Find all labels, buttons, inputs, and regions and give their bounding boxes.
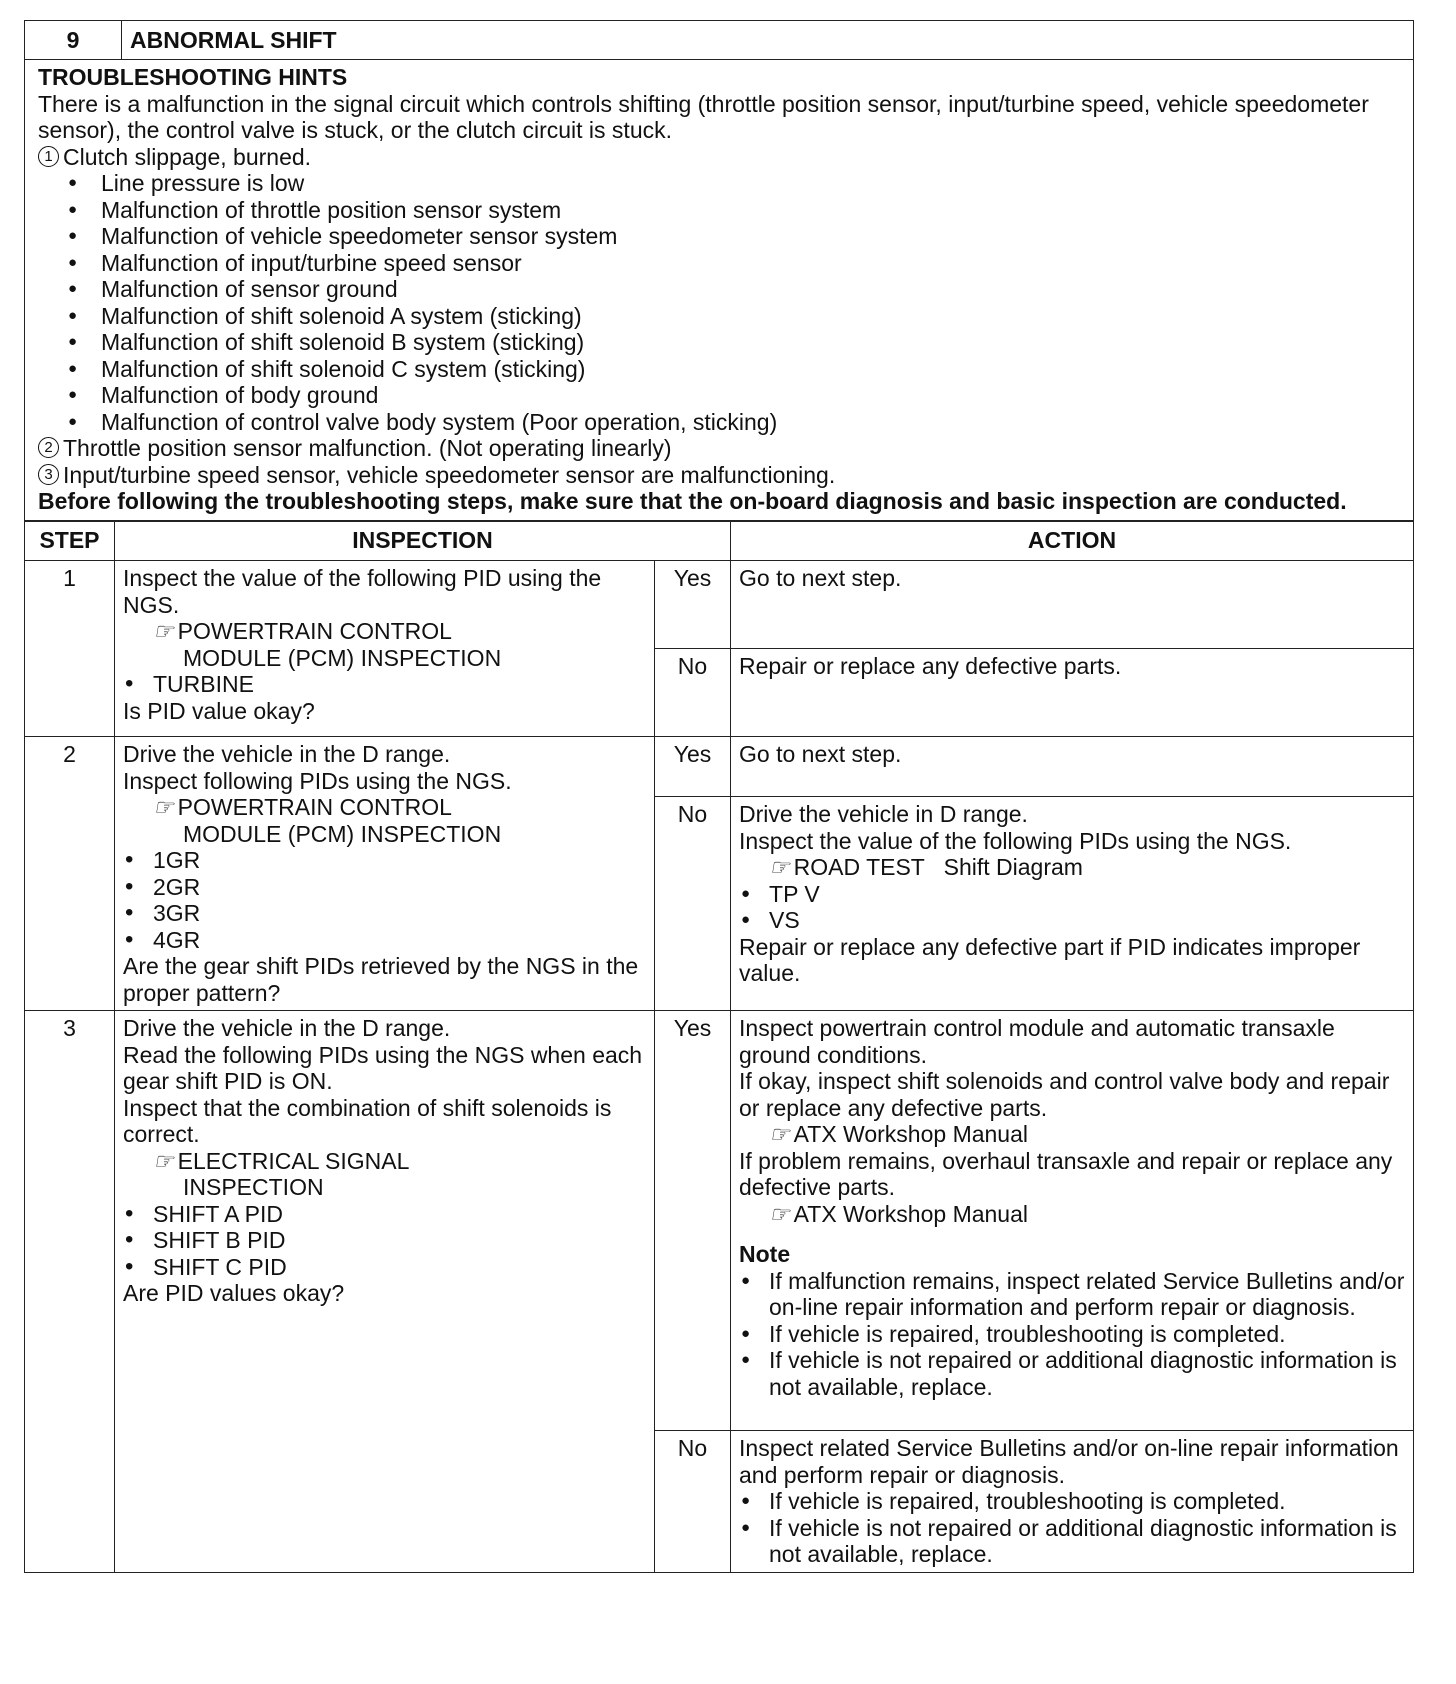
list-item: ● Line pressure is low: [68, 170, 1405, 197]
pid-list: [123, 671, 646, 698]
action-cell: [731, 1011, 1414, 1431]
pointer-icon: ☞: [153, 794, 174, 820]
table-header-row: [25, 521, 1414, 561]
yes-label: Yes: [655, 737, 731, 797]
action-cell: [731, 1431, 1414, 1573]
action-text: Drive the vehicle in D range.: [739, 801, 1028, 827]
hints-intro: There is a malfunction in the signal circuit which controls shifting (throttle position sensor, input/turbine speed, vehicle speedometer sensor), the control valve is stuck, or the clutch circuit is stuck.: [38, 90, 1369, 143]
document: [24, 20, 1414, 1573]
list-item: ● If vehicle is repaired, troubleshooting is completed.: [739, 1488, 1405, 1515]
action-bullet-list: [739, 1488, 1405, 1568]
inspection-cell: [115, 737, 655, 1011]
reference-text: ATX Workshop Manual: [793, 1200, 1028, 1227]
pointer-icon: ☞: [153, 618, 174, 644]
action-text: Inspect the value of the following PIDs using the NGS.: [739, 827, 1292, 854]
list-item: ● Malfunction of input/turbine speed sensor: [68, 250, 1405, 277]
reference-text: ROAD TEST Shift Diagram: [793, 854, 1083, 880]
list-item: • 4GR: [123, 927, 646, 954]
inspection-question: Are PID values okay?: [123, 1280, 345, 1306]
section-title: ABNORMAL SHIFT: [122, 21, 1414, 60]
action-text: Repair or replace any defective part if PID indicates improper value.: [739, 933, 1361, 986]
hint-item-text: Clutch slippage, burned.: [63, 143, 312, 170]
pid-list: [739, 881, 1405, 934]
list-item: ● If vehicle is not repaired or additional diagnostic information is not available, replace.: [739, 1347, 1405, 1400]
hints-title: TROUBLESHOOTING HINTS: [38, 64, 348, 90]
hint-bullet-list: [38, 170, 1405, 435]
inspection-text: Drive the vehicle in the D range.: [123, 1015, 451, 1041]
reference-link[interactable]: [739, 1201, 1405, 1228]
list-item: ● If vehicle is not repaired or additional diagnostic information is not available, replace.: [739, 1515, 1405, 1568]
action-text: Inspect powertrain control module and automatic transaxle ground conditions.: [739, 1015, 1335, 1068]
list-item: • 2GR: [123, 874, 646, 901]
yes-label: Yes: [655, 561, 731, 649]
step-number: 1: [25, 561, 115, 737]
action-text: If problem remains, overhaul transaxle and repair or replace any defective parts.: [739, 1147, 1393, 1200]
step-number: 3: [25, 1011, 115, 1573]
list-item: • 3GR: [123, 900, 646, 927]
list-item: ● Malfunction of shift solenoid C system (sticking): [68, 356, 1405, 383]
action-cell: Repair or replace any defective parts.: [731, 649, 1414, 737]
list-item: ● Malfunction of sensor ground: [68, 276, 1405, 303]
inspection-cell: [115, 1011, 655, 1573]
hint-item-2: [38, 435, 1405, 462]
inspection-cell: [115, 561, 655, 737]
column-header-inspection: INSPECTION: [115, 521, 731, 561]
reference-text: ATX Workshop Manual: [793, 1121, 1028, 1147]
reference-text: POWERTRAIN CONTROL: [177, 794, 452, 820]
section-number: 9: [25, 21, 122, 60]
inspection-question: Is PID value okay?: [123, 697, 315, 724]
note-list: [739, 1268, 1405, 1401]
inspection-question: Are the gear shift PIDs retrieved by the NGS in the proper pattern?: [123, 953, 639, 1006]
reference-link[interactable]: [739, 1121, 1405, 1148]
action-cell: Go to next step.: [731, 561, 1414, 649]
list-item: • SHIFT A PID: [123, 1201, 646, 1228]
step-number: 2: [25, 737, 115, 1011]
list-item: ● Malfunction of vehicle speedometer sensor system: [68, 223, 1405, 250]
reference-link[interactable]: [123, 618, 646, 645]
list-item: • SHIFT C PID: [123, 1254, 646, 1281]
reference-link[interactable]: [123, 794, 646, 821]
list-item: ● Malfunction of body ground: [68, 382, 1405, 409]
table-row: [25, 737, 1414, 797]
list-item: • 1GR: [123, 847, 646, 874]
reference-link[interactable]: [739, 854, 1405, 881]
hint-item-3: [38, 462, 1405, 489]
hint-item-text: Throttle position sensor malfunction. (Not operating linearly): [63, 435, 672, 461]
header-table: [24, 20, 1414, 522]
reference-text: POWERTRAIN CONTROL: [177, 618, 452, 644]
inspection-text: Inspect that the combination of shift solenoids is correct.: [123, 1094, 612, 1147]
no-label: No: [655, 1431, 731, 1573]
circled-number: 1: [38, 146, 59, 167]
hints-warning: Before following the troubleshooting steps, make sure that the on-board diagnosis and basic inspection are conducted.: [38, 488, 1347, 514]
column-header-action: ACTION: [731, 521, 1414, 561]
list-item: ● VS: [739, 907, 1405, 934]
reference-text: INSPECTION: [183, 1174, 324, 1200]
circled-number: 2: [38, 437, 59, 458]
troubleshooting-hints: [25, 60, 1414, 522]
yes-label: Yes: [655, 1011, 731, 1431]
action-text: Inspect related Service Bulletins and/or on-line repair information and perform repair or diagnosis.: [739, 1435, 1399, 1488]
pid-list: [123, 1201, 646, 1281]
reference-text: MODULE (PCM) INSPECTION: [183, 820, 502, 847]
list-item: • TURBINE: [123, 671, 646, 698]
list-item: • SHIFT B PID: [123, 1227, 646, 1254]
inspection-text: Drive the vehicle in the D range.: [123, 741, 451, 767]
pointer-icon: ☞: [769, 1200, 790, 1227]
circled-number: 3: [38, 464, 59, 485]
note-title: Note: [739, 1241, 791, 1267]
list-item: ● Malfunction of throttle position sensor system: [68, 197, 1405, 224]
action-cell: [731, 797, 1414, 1011]
action-text: If okay, inspect shift solenoids and control valve body and repair or replace any defective parts.: [739, 1068, 1390, 1121]
inspection-text: Read the following PIDs using the NGS when each gear shift PID is ON.: [123, 1041, 643, 1094]
list-item: ● Malfunction of shift solenoid B system (sticking): [68, 329, 1405, 356]
pid-list: [123, 847, 646, 953]
action-cell: Go to next step.: [731, 737, 1414, 797]
no-label: No: [655, 797, 731, 1011]
hint-item-1: [38, 144, 1405, 171]
pointer-icon: ☞: [769, 1121, 790, 1147]
list-item: ● Malfunction of control valve body system (Poor operation, sticking): [68, 409, 1405, 436]
inspection-text: Inspect the value of the following PID using the NGS.: [123, 565, 602, 618]
table-row: [25, 1011, 1414, 1431]
no-label: No: [655, 649, 731, 737]
inspection-text: Inspect following PIDs using the NGS.: [123, 767, 512, 794]
list-item: ● If vehicle is repaired, troubleshooting is completed.: [739, 1321, 1405, 1348]
reference-link[interactable]: [123, 1148, 646, 1175]
pointer-icon: ☞: [769, 854, 790, 880]
hint-item-text: Input/turbine speed sensor, vehicle speedometer sensor are malfunctioning.: [63, 461, 836, 488]
column-header-step: STEP: [25, 521, 115, 561]
list-item: ● If malfunction remains, inspect related Service Bulletins and/or on-line repair information and perform repair or diagnosis.: [739, 1268, 1405, 1321]
reference-text: MODULE (PCM) INSPECTION: [183, 644, 502, 671]
steps-table: [24, 520, 1414, 1573]
table-row: [25, 561, 1414, 649]
list-item: ● TP V: [739, 881, 1405, 908]
pointer-icon: ☞: [153, 1147, 174, 1174]
list-item: ● Malfunction of shift solenoid A system (sticking): [68, 303, 1405, 330]
reference-text: ELECTRICAL SIGNAL: [177, 1147, 410, 1174]
